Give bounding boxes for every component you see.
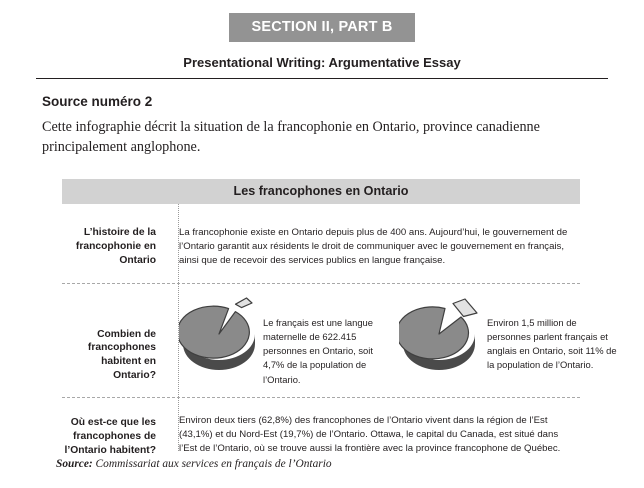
section-banner: SECTION II, PART B — [229, 13, 414, 42]
row-label-population: Combien de francophones habitent en Ontario? — [87, 328, 156, 382]
pie-chart-group — [179, 294, 619, 387]
pie-chart-bilingual-graphic — [399, 294, 487, 374]
infographic-row-history — [62, 204, 580, 283]
source-description: Cette infographie décrit la situation de la francophonie en Ontario, province canadienne principalement anglophone. — [42, 119, 540, 156]
source-citation — [56, 458, 332, 470]
row-body-population — [170, 294, 619, 387]
source-citation-text: Commissariat aux services en français de l’Ontario — [92, 458, 332, 470]
row-body-location: Environ deux tiers (62,8%) des francophones de l’Ontario vivent dans la région de l’Est (43,1%) et du Nord-Est (19,7%) de l’Ontario. Ottawa, le capital du Canada, est situé dans l’Est de l’Ontario, où se trouve aussi la frontière avec la province francophone de Québec. — [179, 415, 561, 455]
pie-chart-mother-tongue — [179, 294, 385, 387]
pie-chart-bilingual — [399, 294, 619, 374]
infographic-title: Les francophones en Ontario — [62, 179, 580, 204]
header-divider — [36, 78, 608, 79]
page-subtitle: Presentational Writing: Argumentative Essay — [183, 55, 461, 70]
infographic — [62, 179, 617, 474]
source-heading: Source numéro 2 — [42, 94, 153, 109]
infographic-row-population — [62, 284, 617, 397]
row-label-location: Où est-ce que les francophones de l’Ontario habitent? — [64, 417, 156, 456]
section-header — [0, 13, 644, 42]
pie-chart-mother-tongue-annotation: Le français est une langue maternelle de 622.415 personnes en Ontario, soit 4,7% de la population de l’Ontario. — [263, 316, 373, 385]
source-citation-prefix: Source: — [56, 458, 93, 470]
pie-chart-mother-tongue-graphic — [179, 294, 265, 374]
row-label-history: L’histoire de la francophonie en Ontario — [75, 227, 156, 266]
row-body-history: La francophonie existe en Ontario depuis plus de 400 ans. Aujourd’hui, le gouvernement de l’Ontario garantit aux résidents le droit de communiquer avec le gouvernement en français, ainsi que de recevoir des services publics en langue française. — [179, 227, 568, 267]
pie-chart-bilingual-annotation: Environ 1,5 million de personnes parlent français et anglais en Ontario, soit 11% de la population de l’Ontario. — [487, 316, 617, 371]
